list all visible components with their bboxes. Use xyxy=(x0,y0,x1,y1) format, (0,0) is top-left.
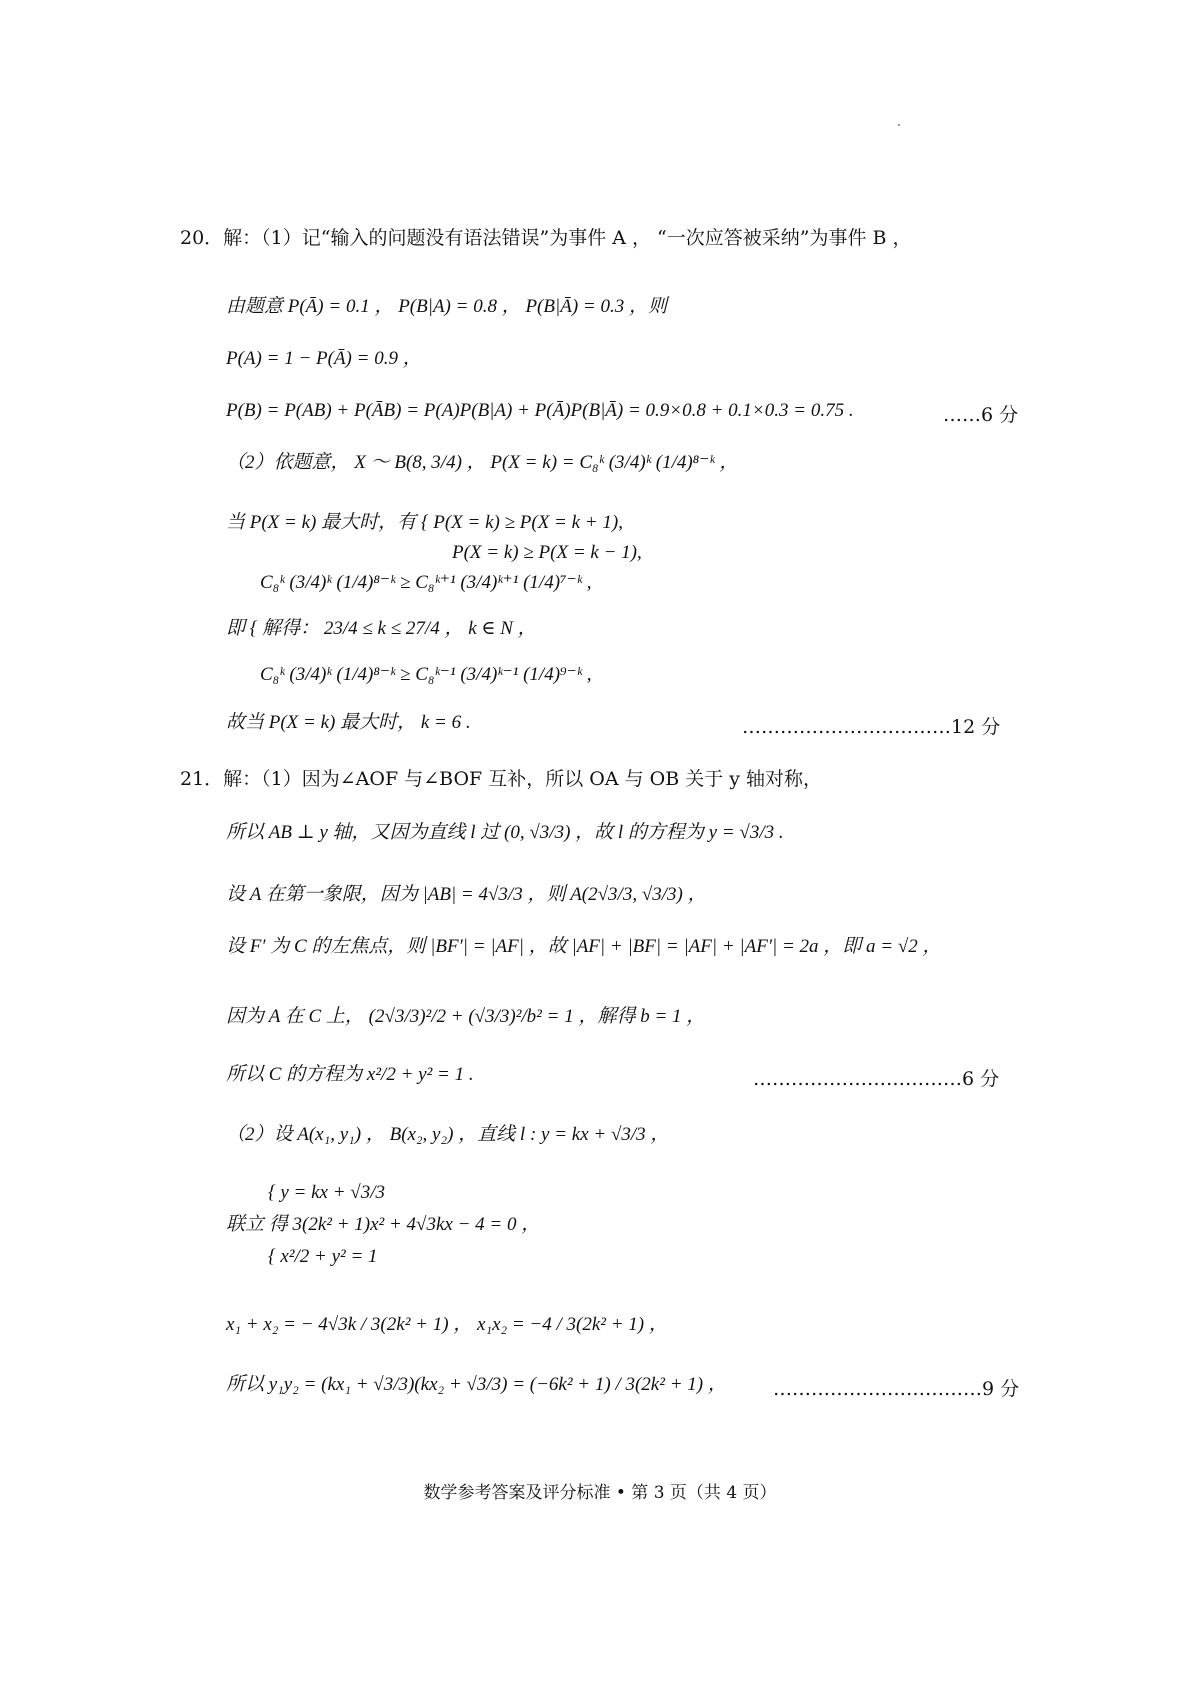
q20-score-6: ……6 分 xyxy=(943,404,1019,426)
q20-line-3: P(A) = 1 − P(Ā) = 0.9 ， xyxy=(226,348,422,369)
q20-line-1: 20．解：（1）记“输入的问题没有语法错误”为事件 A ， “一次应答被采纳”为事件 B ， xyxy=(180,227,912,249)
q21-line-8b: 联立 得 3(2k² + 1)x² + 4√3kx − 4 = 0 ， xyxy=(226,1214,541,1235)
q21-line-1: 21．解：（1）因为∠AOF 与∠BOF 互补，所以 OA 与 OB 关于 y 轴对称， xyxy=(180,768,823,790)
q21-line-4: 设 F′ 为 C 的左焦点，则 |BF′| = |AF| ，故 |AF| + |BF| = |AF| + |AF′| = 2a ，即 a = √2 ， xyxy=(226,936,942,957)
q21-line-5: 因为 A 在 C 上， (2√3/3)²/2 + (√3/3)²/b² = 1 ，解得 b = 1 ， xyxy=(226,1006,706,1027)
q20-line-7a: C₈ᵏ (3/4)ᵏ (1/4)⁸⁻ᵏ ≥ C₈ᵏ⁺¹ (3/4)ᵏ⁺¹ (1/4)⁷⁻ᵏ , xyxy=(260,572,592,593)
q20-line-4: P(B) = P(AB) + P(ĀB) = P(A)P(B|A) + P(Ā)P(B|Ā) = 0.9×0.8 + 0.1×0.3 = 0.75 . xyxy=(226,400,854,421)
q20-line-6b: P(X = k) ≥ P(X = k − 1), xyxy=(452,542,642,563)
q20-line-7b: 即 { 解得： 23/4 ≤ k ≤ 27/4 ， k ∈ N ， xyxy=(226,618,537,639)
q21-score-6: ……………………………6 分 xyxy=(753,1068,1000,1090)
q20-line-2: 由题意 P(Ā) = 0.1 ， P(B|A) = 0.8 ， P(B|Ā) = 0.3 ，则 xyxy=(226,296,667,317)
q21-line-9: x₁ + x₂ = − 4√3k / 3(2k² + 1) ， x₁x₂ = −4 / 3(2k² + 1) ， xyxy=(226,1314,668,1335)
q20-line-6a: 当 P(X = k) 最大时，有 { P(X = k) ≥ P(X = k + 1), xyxy=(226,512,623,533)
page-footer: 数学参考答案及评分标准 • 第 3 页（共 4 页） xyxy=(423,1483,777,1503)
q21-score-9: ……………………………9 分 xyxy=(773,1378,1020,1400)
q21-line-8c: { x²/2 + y² = 1 xyxy=(268,1246,378,1267)
q20-score-12: ……………………………12 分 xyxy=(742,716,1001,738)
q21-line-6: 所以 C 的方程为 x²/2 + y² = 1 . xyxy=(226,1064,474,1085)
q21-line-7: （2）设 A(x₁, y₁) ， B(x₂, y₂) ，直线 l : y = kx + √3/3 ， xyxy=(226,1124,670,1145)
q21-line-2: 所以 AB ⊥ y 轴，又因为直线 l 过 (0, √3/3) ，故 l 的方程为 y = √3/3 . xyxy=(226,822,784,843)
q21-line-3: 设 A 在第一象限，因为 |AB| = 4√3/3 ，则 A(2√3/3, √3/3) ， xyxy=(226,884,707,905)
q20-line-8: 故当 P(X = k) 最大时， k = 6 . xyxy=(226,712,471,733)
q20-line-5: （2）依题意， X ～ B(8, 3/4) ， P(X = k) = C₈ᵏ (3/4)ᵏ (1/4)⁸⁻ᵏ ， xyxy=(226,452,739,473)
scan-speck xyxy=(898,124,900,126)
q21-line-10: 所以 y₁y₂ = (kx₁ + √3/3)(kx₂ + √3/3) = (−6k² + 1) / 3(2k² + 1) ， xyxy=(226,1374,727,1395)
q20-line-7c: C₈ᵏ (3/4)ᵏ (1/4)⁸⁻ᵏ ≥ C₈ᵏ⁻¹ (3/4)ᵏ⁻¹ (1/4)⁹⁻ᵏ , xyxy=(260,664,592,685)
q21-line-8a: { y = kx + √3/3 xyxy=(268,1182,385,1203)
